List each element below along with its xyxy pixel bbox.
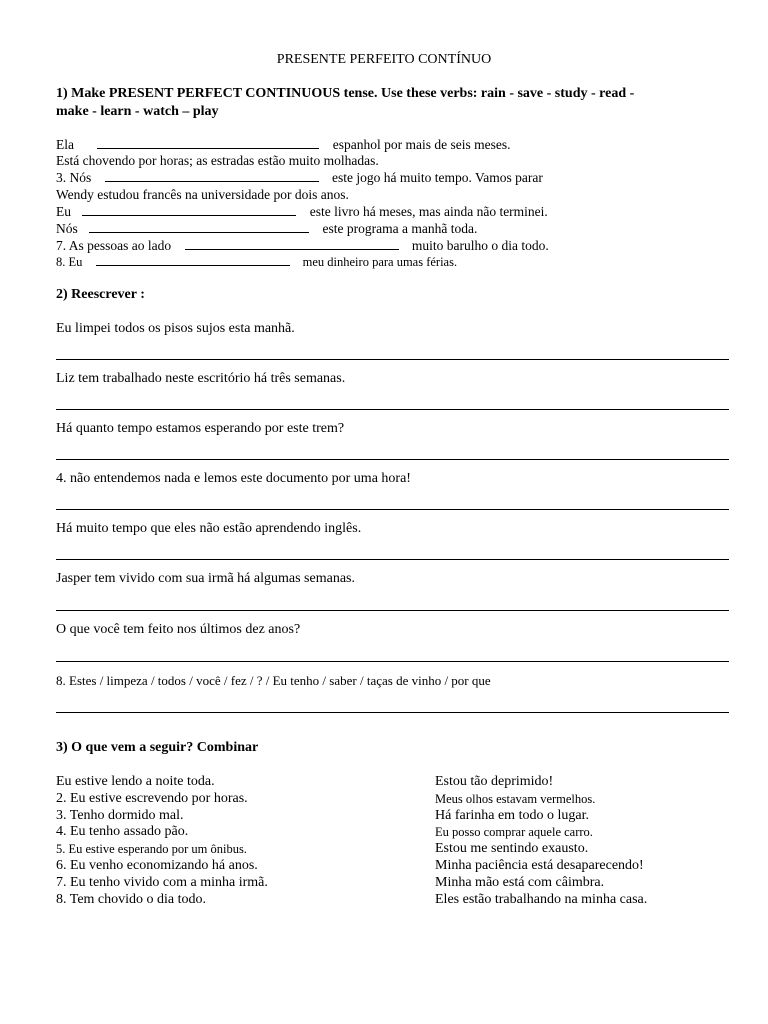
section2-heading: 2) Reescrever :: [56, 287, 145, 302]
section1-heading-line2: make - learn - watch – play: [56, 104, 219, 119]
match-right-item-3: Há farinha em todo o lugar.: [435, 807, 589, 823]
line-text-before: 3. Nós: [56, 170, 92, 185]
rewrite-item-2: Liz tem trabalhado neste escritório há três semanas.: [56, 371, 346, 386]
line-text-before: 8. Eu: [56, 255, 83, 269]
section1-heading: [56, 85, 634, 121]
rewrite-item-4: 4. não entendemos nada e lemos este documento por uma hora!: [56, 471, 411, 486]
answer-line-2[interactable]: [56, 409, 729, 410]
match-left-column: [56, 774, 268, 908]
line-text-before: Nós: [56, 221, 78, 236]
rewrite-item-8: 8. Estes / limpeza / todos / você / fez / ? / Eu tenho / saber / taças de vinho / por que: [56, 673, 491, 688]
line-text-before: 7. As pessoas ao lado: [56, 238, 172, 253]
match-right-item-8: Eles estão trabalhando na minha casa.: [435, 891, 648, 907]
section3-heading: 3) O que vem a seguir? Combinar: [56, 740, 259, 755]
line-text-after: muito barulho o dia todo.: [411, 238, 549, 253]
answer-blank[interactable]: [105, 169, 319, 182]
exercise1-line-7: [56, 237, 549, 254]
answer-line-4[interactable]: [56, 509, 729, 510]
exercise1-line-2: [56, 152, 379, 169]
match-left-item-8: 8. Tem chovido o dia todo.: [56, 891, 207, 907]
rewrite-item-1: Eu limpei todos os pisos sujos esta manhã.: [56, 321, 295, 336]
answer-line-1[interactable]: [56, 359, 729, 360]
line-text: Wendy estudou francês na universidade por dois anos.: [56, 187, 349, 202]
match-left-item-4: 4. Eu tenho assado pão.: [56, 824, 189, 840]
exercise1-line-4: [56, 186, 349, 203]
match-right-item-6: Minha paciência está desaparecendo!: [435, 857, 644, 873]
exercise1-line-5: [56, 203, 548, 220]
line-text-after: este jogo há muito tempo. Vamos parar: [332, 170, 543, 185]
match-right-item-4: Eu posso comprar aquele carro.: [435, 825, 593, 840]
answer-blank[interactable]: [96, 253, 290, 266]
section1-heading-line1: 1) Make PRESENT PERFECT CONTINUOUS tense. Use these verbs: rain - save - study - read -: [56, 86, 635, 101]
answer-line-5[interactable]: [56, 559, 729, 560]
match-left-item-5: 5. Eu estive esperando por um ônibus.: [56, 842, 247, 857]
rewrite-item-7: O que você tem feito nos últimos dez anos?: [56, 622, 301, 637]
line-text-after: meu dinheiro para umas férias.: [302, 255, 458, 269]
match-right-column: [435, 774, 647, 908]
answer-line-3[interactable]: [56, 459, 729, 460]
rewrite-item-5: Há muito tempo que eles não estão aprendendo inglês.: [56, 521, 362, 536]
rewrite-item-6: Jasper tem vivido com sua irmã há algumas semanas.: [56, 571, 355, 586]
line-text-before: Ela: [56, 137, 74, 152]
rewrite-item-3: Há quanto tempo estamos esperando por este trem?: [56, 421, 345, 436]
match-right-item-5: Estou me sentindo exausto.: [435, 841, 589, 857]
answer-line-8[interactable]: [56, 712, 729, 713]
exercise1-line-6: [56, 220, 477, 237]
exercise1-line-1: [56, 136, 510, 153]
answer-blank[interactable]: [185, 237, 399, 250]
match-left-item-7: 7. Eu tenho vivido com a minha irmã.: [56, 874, 268, 890]
exercise1-line-8: [56, 253, 457, 271]
match-left-item-6: 6. Eu venho economizando há anos.: [56, 857, 258, 873]
answer-blank[interactable]: [97, 136, 319, 149]
answer-line-6[interactable]: [56, 610, 729, 611]
line-text-after: este programa a manhã toda.: [322, 221, 478, 236]
match-left-item-2: 2. Eu estive escrevendo por horas.: [56, 790, 248, 806]
match-left-item-1: Eu estive lendo a noite toda.: [56, 774, 215, 789]
exercise1-line-3: [56, 169, 543, 186]
match-right-item-1: Estou tão deprimido!: [435, 774, 554, 789]
answer-line-7[interactable]: [56, 661, 729, 662]
match-right-item-7: Minha mão está com câimbra.: [435, 874, 605, 890]
answer-blank[interactable]: [89, 220, 309, 233]
page-title: PRESENTE PERFEITO CONTÍNUO: [276, 52, 492, 67]
line-text-after: este livro há meses, mas ainda não terminei.: [309, 204, 548, 219]
line-text-before: Eu: [56, 204, 71, 219]
answer-blank[interactable]: [82, 203, 296, 216]
match-right-item-2: Meus olhos estavam vermelhos.: [435, 791, 596, 806]
line-text: Está chovendo por horas; as estradas estão muito molhadas.: [56, 153, 379, 168]
line-text-after: espanhol por mais de seis meses.: [332, 137, 511, 152]
match-left-item-3: 3. Tenho dormido mal.: [56, 807, 184, 823]
